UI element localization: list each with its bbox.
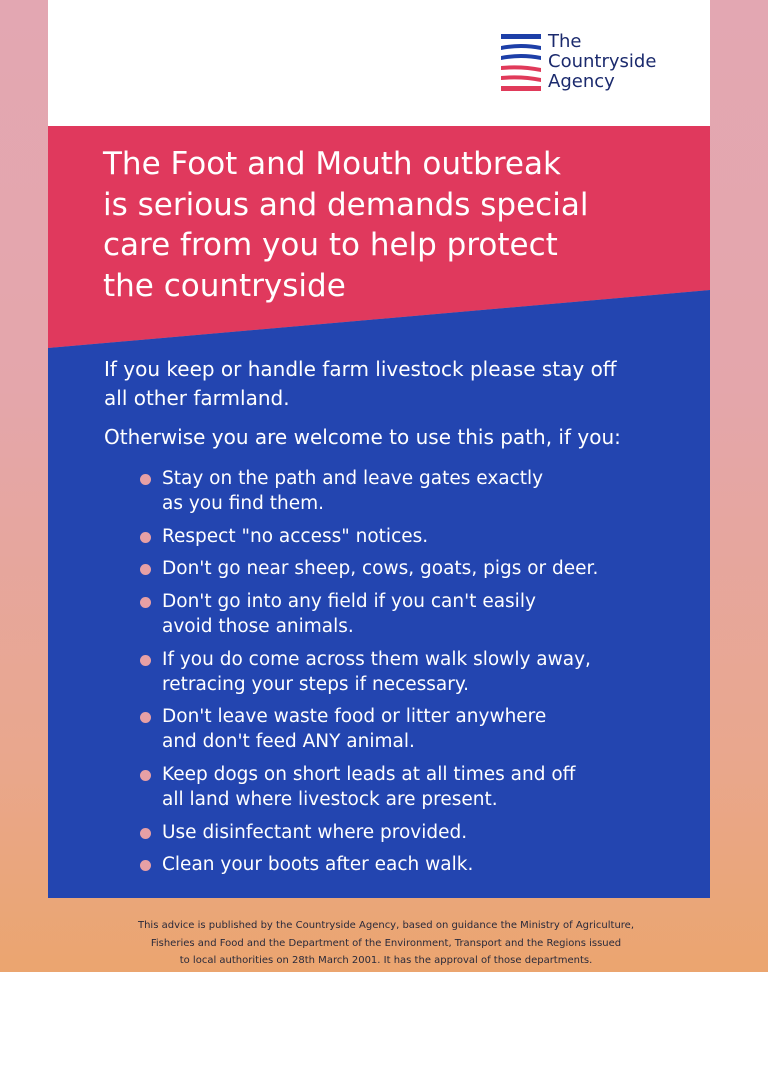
bullet-icon: [140, 532, 151, 543]
bullet-icon: [140, 597, 151, 608]
list-item-text: Respect "no access" notices.: [162, 525, 429, 547]
bullet-icon: [140, 770, 151, 781]
lead-text: Otherwise you are welcome to use this path, if you:: [104, 425, 621, 449]
list-item-text: Stay on the path and leave gates exactly as you find them.: [162, 468, 544, 514]
logo-text: The Countryside Agency: [548, 31, 657, 92]
list-item: [140, 705, 680, 755]
intro-text: If you keep or handle farm livestock please stay off all other farmland.: [104, 357, 617, 410]
bullet-icon: [140, 860, 151, 871]
list-item-text: Use disinfectant where provided.: [162, 821, 468, 843]
list-item: [140, 590, 680, 640]
list-item-text: If you do come across them walk slowly away, retracing your steps if necessary.: [162, 648, 591, 695]
publisher-note: This advice is published by the Countryside Agency, based on guidance the Ministry of Agriculture, Fisheries and Food and the Department of the Environment, Transport and the Regions issued to local authorities on 28th March 2001. It has the approval of those departments.: [137, 920, 635, 966]
list-item-text: Don't go near sheep, cows, goats, pigs or deer.: [162, 558, 599, 580]
bullet-icon: [140, 564, 151, 575]
bullet-icon: [140, 655, 151, 666]
list-item: [140, 525, 680, 550]
bullet-icon: [140, 828, 151, 839]
bullet-icon: [140, 474, 151, 485]
list-item: [140, 557, 680, 582]
list-item: [140, 648, 680, 698]
list-item-text: Keep dogs on short leads at all times and off all land where livestock are present.: [162, 763, 576, 810]
bullet-icon: [140, 712, 151, 723]
guidance-list: [140, 467, 680, 878]
list-item-text: Don't leave waste food or litter anywhere and don't feed ANY animal.: [162, 706, 547, 753]
countryside-agency-logo: [501, 32, 691, 96]
list-item: [140, 821, 680, 846]
countryside-agency-logo-icon: [501, 34, 541, 92]
list-item: [140, 467, 680, 517]
list-item: [140, 853, 680, 878]
list-item-text: Clean your boots after each walk.: [162, 854, 474, 876]
headline: The Foot and Mouth outbreak is serious and demands special care from you to help protect the countryside: [103, 146, 589, 304]
list-item-text: Don't go into any field if you can't easily avoid those animals.: [162, 591, 536, 637]
list-item: [140, 763, 680, 813]
